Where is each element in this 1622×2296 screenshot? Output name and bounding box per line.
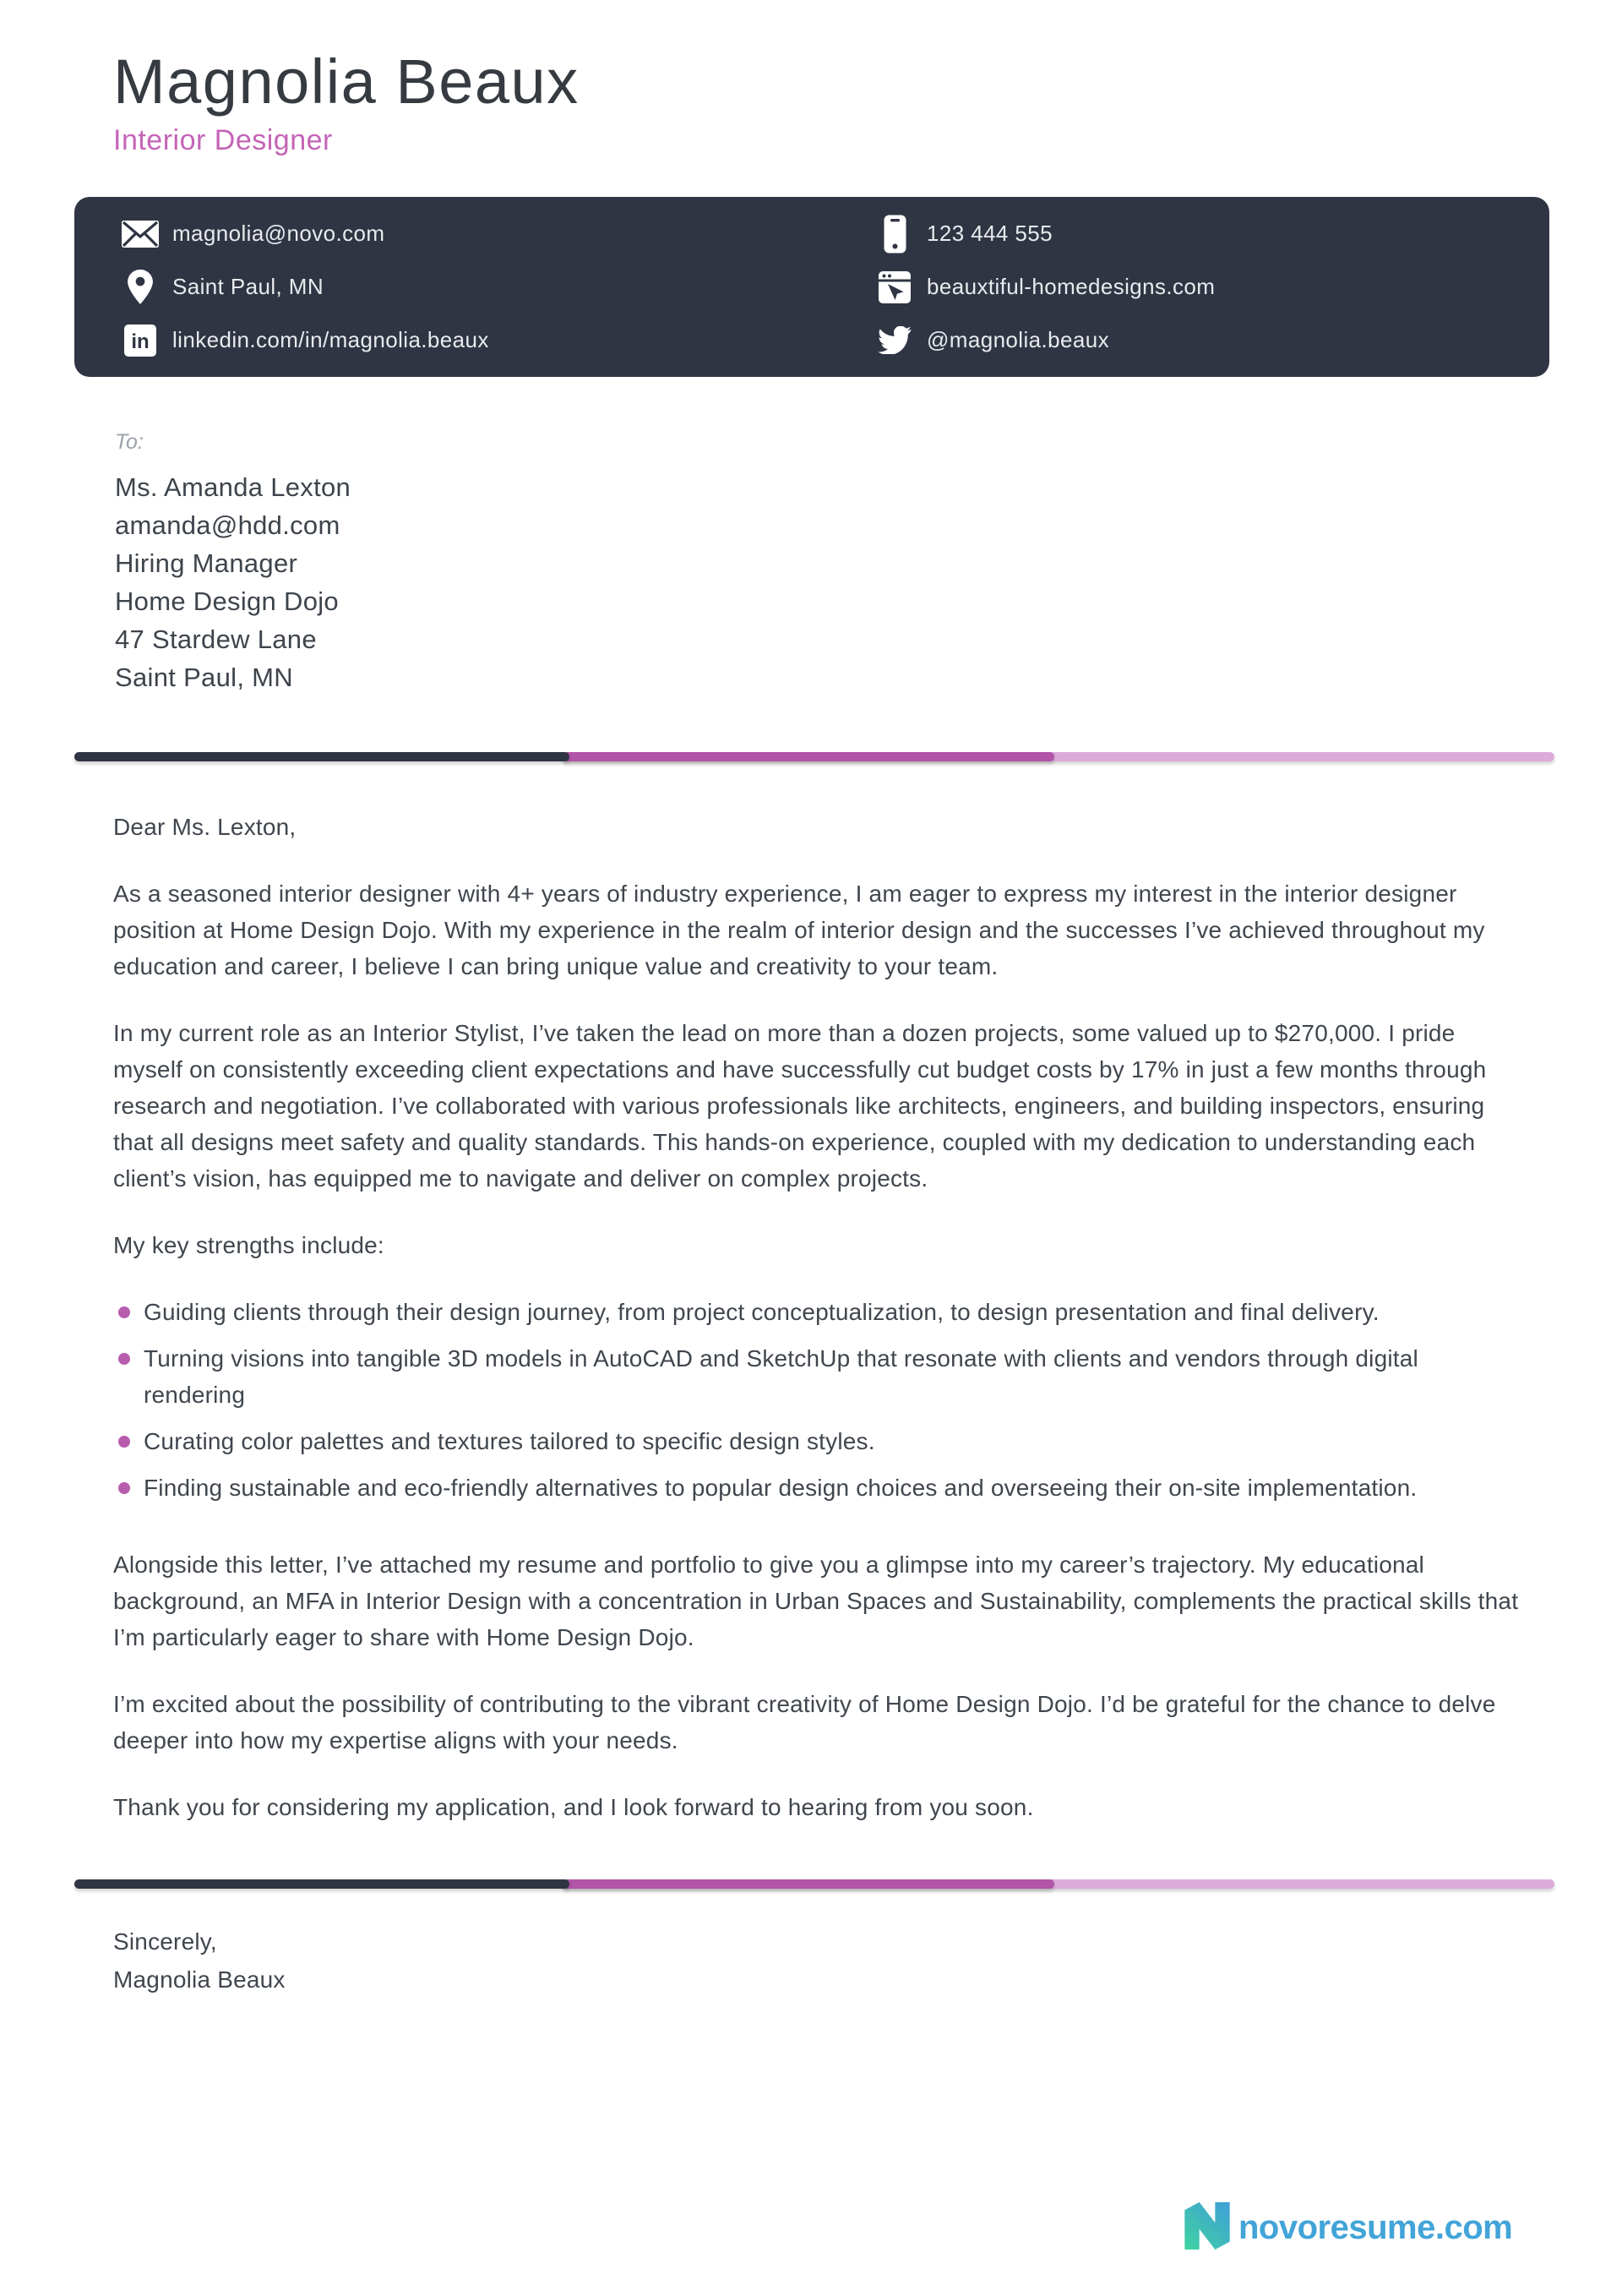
phone-text: 123 444 555 (927, 221, 1053, 247)
email-icon (121, 221, 160, 248)
location-text: Saint Paul, MN (172, 274, 324, 300)
contact-row-twitter (875, 314, 1549, 367)
recipient-company: Home Design Dojo (115, 586, 339, 617)
twitter-icon (875, 326, 914, 354)
divider-bottom (74, 1879, 1554, 1889)
recipient-city: Saint Paul, MN (115, 663, 293, 693)
to-label: To: (115, 430, 144, 455)
paragraph-thanks: Thank you for considering my application, and I look forward to hearing from you soon. (113, 1794, 1034, 1821)
recipient-block (115, 429, 1622, 696)
strengths-intro: My key strengths include: (113, 1232, 384, 1259)
recipient-street: 47 Stardew Lane (115, 624, 317, 655)
job-title: Interior Designer (113, 123, 333, 156)
brand-wordmark: novoresume.com (1238, 2209, 1513, 2246)
website-icon (875, 271, 914, 303)
divider-top (74, 752, 1554, 761)
novoresume-logo[interactable] (1184, 2202, 1512, 2254)
recipient-lines (115, 468, 1622, 696)
bullet-text: Turning visions into tangible 3D models in AutoCAD and SketchUp that resonate with clients and vendors through digital rendering (144, 1345, 1418, 1409)
bullet-dot-icon (118, 1306, 130, 1318)
paragraph-intro: As a seasoned interior designer with 4+ years of industry experience, I am eager to express my interest in the interior designer position at Home Design Dojo. With my experience in the realm of interior design and the successes I’ve achieved throughout my education and career, I believe I can bring unique value and creativity to your team. (113, 881, 1485, 980)
paragraph-attachments: Alongside this letter, I’ve attached my resume and portfolio to give you a glimpse into my career’s trajectory. My educational background, an MFA in Interior Design with a concentration in Urban Spaces and Sustainability, complements the practical skills that I’m particularly eager to share with Home Design Dojo. (113, 1552, 1519, 1651)
divider-segment-magenta (563, 1879, 1054, 1889)
contact-bar (74, 197, 1549, 377)
contact-column-right (812, 207, 1549, 367)
location-icon (121, 270, 160, 304)
email-link[interactable]: magnolia@novo.com (172, 221, 385, 247)
list-item (113, 1470, 1526, 1506)
bullet-text: Curating color palettes and textures tailored to specific design styles. (144, 1428, 875, 1455)
signature-name: Magnolia Beaux (113, 1966, 286, 1993)
contact-column-left (74, 207, 812, 367)
twitter-link[interactable]: @magnolia.beaux (927, 327, 1109, 353)
list-item (113, 1340, 1526, 1413)
linkedin-link[interactable]: linkedin.com/in/magnolia.beaux (172, 327, 489, 353)
contact-row-website (875, 260, 1549, 314)
page-title: Magnolia Beaux (113, 46, 580, 117)
signoff-block (113, 1922, 1622, 1999)
paragraph-experience: In my current role as an Interior Stylist, I’ve taken the lead on more than a dozen projects, some valued up to $270,000. I pride myself on consistently exceeding client expectations and have successfully cut budget costs by 17% in just a few months through research and negotiation. I’ve collaborated with various professionals like architects, engineers, and building inspectors, ensuring that all designs meet safety and quality standards. This hands-on experience, coupled with my dedication to understanding each client’s vision, has equipped me to navigate and deliver on complex projects. (113, 1020, 1487, 1192)
contact-row-email (121, 207, 812, 260)
svg-text:in: in (131, 330, 150, 353)
divider-segment-magenta (563, 752, 1054, 761)
bullet-text: Guiding clients through their design journey, from project conceptualization, to design presentation and final delivery. (144, 1299, 1380, 1326)
bullet-dot-icon (118, 1436, 130, 1448)
list-item (113, 1294, 1526, 1330)
contact-row-phone (875, 207, 1549, 260)
signoff-word: Sincerely, (113, 1928, 217, 1955)
divider-segment-dark (74, 752, 569, 761)
bullet-dot-icon (118, 1353, 130, 1365)
recipient-role: Hiring Manager (115, 548, 298, 579)
bullet-dot-icon (118, 1482, 130, 1494)
letter-body (113, 809, 1526, 1825)
paragraph-excited: I’m excited about the possibility of contributing to the vibrant creativity of Home Design Dojo. I’d be grateful for the chance to delve deeper into how my expertise aligns with your needs. (113, 1691, 1496, 1754)
website-link[interactable]: beauxtiful-homedesigns.com (927, 274, 1216, 300)
bullet-text: Finding sustainable and eco-friendly alternatives to popular design choices and overseeing their on-site implementation. (144, 1475, 1418, 1502)
recipient-email: amanda@hdd.com (115, 510, 340, 541)
list-item (113, 1423, 1526, 1459)
linkedin-icon (121, 324, 160, 357)
salutation: Dear Ms. Lexton, (113, 814, 297, 841)
strengths-list (113, 1294, 1526, 1506)
recipient-name: Ms. Amanda Lexton (115, 472, 351, 503)
header (113, 46, 1622, 156)
divider-segment-dark (74, 1879, 569, 1889)
novoresume-n-icon (1184, 2202, 1230, 2254)
contact-row-location (121, 260, 812, 314)
contact-row-linkedin (121, 314, 812, 367)
phone-icon (875, 215, 914, 254)
